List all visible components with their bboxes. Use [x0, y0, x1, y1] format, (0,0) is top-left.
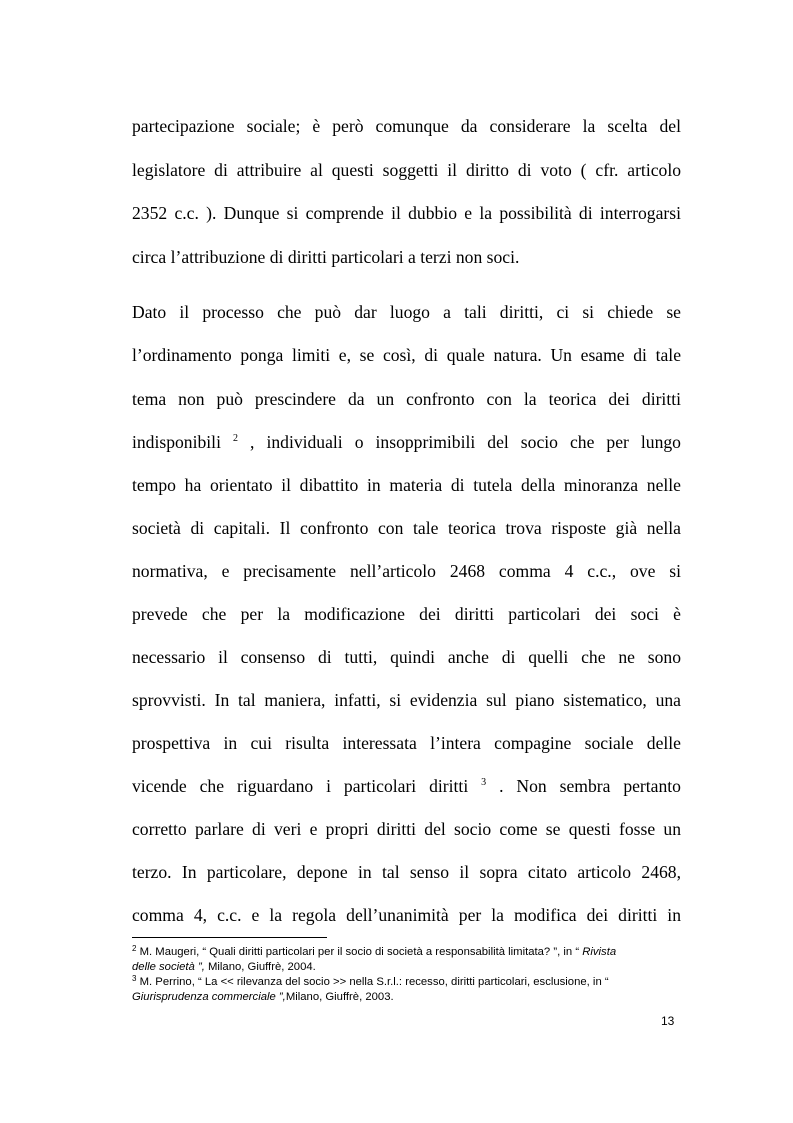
page-number: 13 — [661, 1014, 675, 1028]
text-fragment: , individuali o insopprimibili del socio che per lungo — [250, 432, 681, 452]
text-line: tema non può prescindere da un confronto con la teorica dei diritti — [132, 389, 681, 409]
footnote-3 — [132, 975, 692, 990]
text-line: sprovvisti. In tal maniera, infatti, si evidenzia sul piano sistematico, una — [132, 690, 681, 710]
footnote-3-cont — [132, 990, 692, 1004]
text-line: 2352 c.c. ). Dunque si comprende il dubbio e la possibilità di interrogarsi — [132, 203, 681, 223]
footnote-italic: Giurisprudenza commerciale ”, — [132, 991, 286, 1003]
footnote-2-cont — [132, 960, 692, 974]
text-line — [132, 776, 681, 800]
footnote-text: Milano, Giuffrè, 2004. — [204, 961, 316, 973]
text-line: necessario il consenso di tutti, quindi anche di quelli che ne sono — [132, 647, 681, 667]
footnote-ref-2: 2 — [233, 433, 238, 444]
footnote-italic: Rivista — [582, 946, 617, 958]
text-fragment: . Non sembra pertanto — [499, 776, 681, 796]
text-line: comma 4, c.c. e la regola dell’unanimità per la modifica dei diritti in — [132, 905, 681, 925]
footnote-separator — [132, 937, 327, 938]
text-fragment: vicende che riguardano i particolari diritti — [132, 776, 469, 796]
footnote-italic: delle società ”, — [132, 961, 205, 973]
text-fragment: indisponibili — [132, 432, 221, 452]
text-line: società di capitali. Il confronto con tale teorica trova risposte già nella — [132, 518, 681, 538]
text-line: legislatore di attribuire al questi soggetti il diritto di voto ( cfr. articolo — [132, 160, 681, 180]
text-line: corretto parlare di veri e propri diritti del socio come se questi fosse un — [132, 819, 681, 839]
footnote-2 — [132, 945, 692, 960]
footnote-text: Milano, Giuffrè, 2003. — [285, 991, 394, 1003]
text-line: prospettiva in cui risulta interessata l’intera compagine sociale delle — [132, 733, 681, 753]
footnote-number: 3 — [132, 974, 137, 983]
footnote-number: 2 — [132, 944, 137, 953]
text-line: prevede che per la modificazione dei diritti particolari dei soci è — [132, 604, 681, 624]
text-line: Dato il processo che può dar luogo a tali diritti, ci si chiede se — [132, 302, 681, 322]
footnote-ref-3: 3 — [481, 777, 487, 788]
text-line — [132, 432, 681, 456]
text-line: partecipazione sociale; è però comunque da considerare la scelta del — [132, 116, 681, 136]
footnote-text: M. Perrino, “ La << rilevanza del socio >> nella S.r.l.: recesso, diritti particolari, esclusione, in “ — [139, 976, 609, 988]
footnote-text: M. Maugeri, “ Quali diritti particolari per il socio di società a responsabilità limitata? ”, in “ — [139, 946, 583, 958]
text-line: tempo ha orientato il dibattito in materia di tutela della minoranza nelle — [132, 475, 681, 495]
text-line: terzo. In particolare, depone in tal senso il sopra citato articolo 2468, — [132, 862, 681, 882]
text-line: l’ordinamento ponga limiti e, se così, di quale natura. Un esame di tale — [132, 345, 681, 365]
text-line: normativa, e precisamente nell’articolo 2468 comma 4 c.c., ove si — [132, 561, 681, 581]
text-line: circa l’attribuzione di diritti particolari a terzi non soci. — [132, 247, 520, 267]
